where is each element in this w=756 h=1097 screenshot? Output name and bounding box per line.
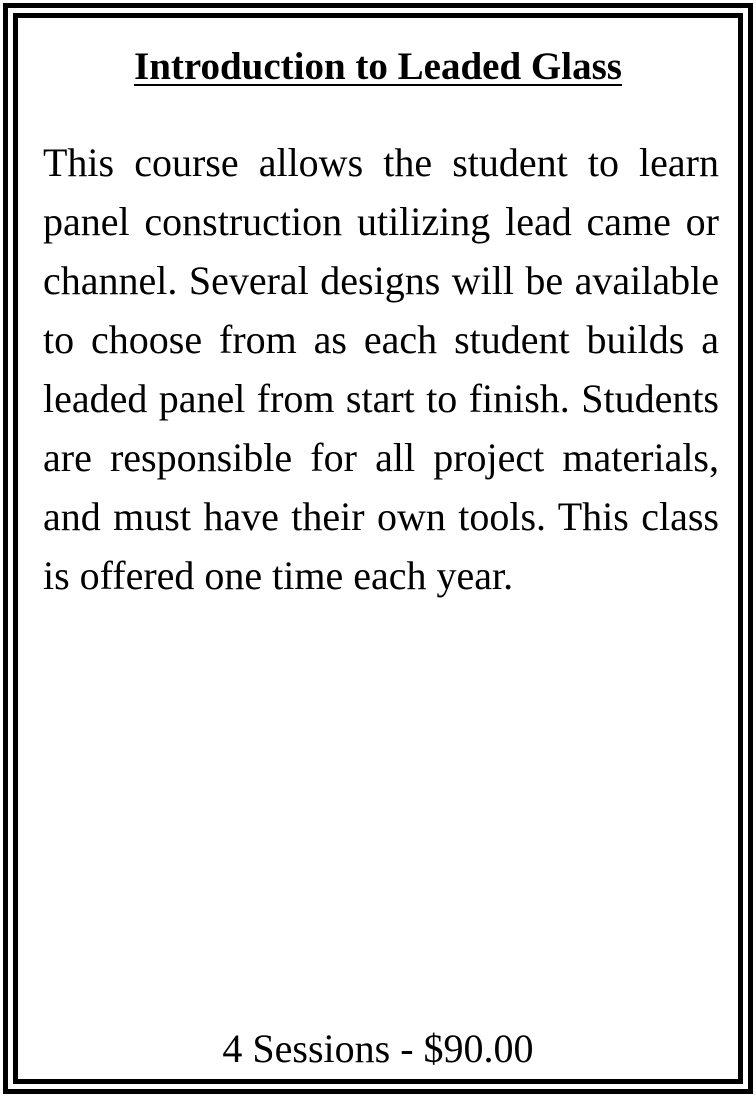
course-description: This course allows the student to learn panel construction utilizing lead came or channel. Several designs will be available to choose from as each student builds a leaded panel from start to finish. Students are responsible for all project materials, and must have their own tools. This class is offered one time each year. (43, 140, 719, 598)
course-card-outer-border (3, 3, 753, 1094)
course-sessions-price: 4 Sessions - $90.00 (222, 1026, 534, 1071)
course-title: Introduction to Leaded Glass (134, 45, 622, 88)
course-card (13, 13, 743, 1084)
